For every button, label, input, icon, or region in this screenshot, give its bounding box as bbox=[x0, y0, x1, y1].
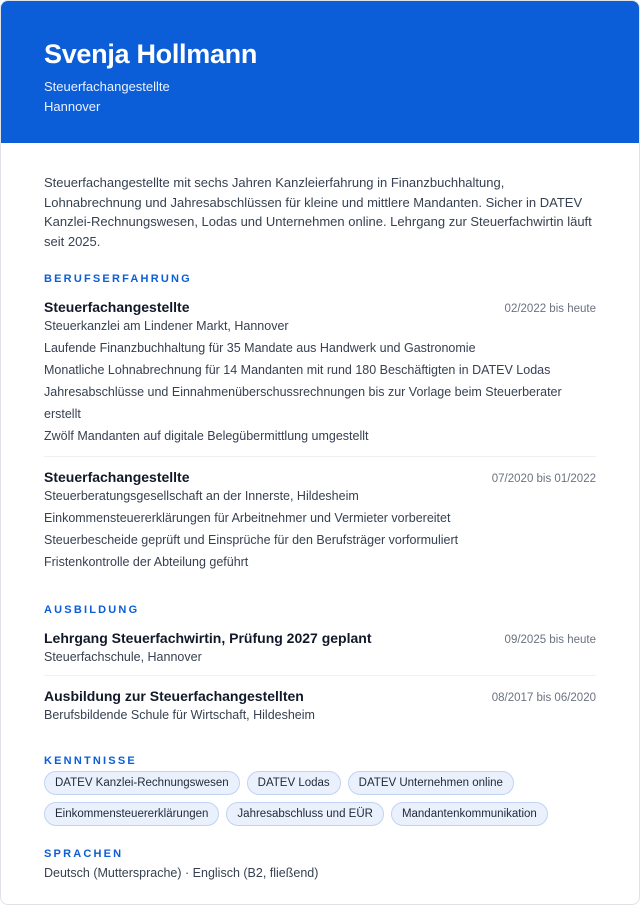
profile-summary: Steuerfachangestellte mit sechs Jahren Kanzleierfahrung in Finanzbuchhaltung, Lohnabrechnung und Jahresabschlüssen für kleine und mittlere Mandanten. Sicher in DATEV Kanzlei-Rechnungswesen, Lodas und Unternehmen online. Lehrgang zur Steuerfachwirtin läuft seit 2025. bbox=[44, 175, 592, 249]
education-date: 09/2025 bis heute bbox=[504, 634, 596, 646]
education-date: 08/2017 bis 06/2020 bbox=[491, 692, 596, 704]
experience-list bbox=[44, 287, 596, 582]
education-entry bbox=[44, 676, 596, 733]
experience-section-title: BERUFSERFAHRUNG bbox=[44, 273, 192, 285]
job-duties bbox=[44, 337, 596, 447]
languages-text: Deutsch (Muttersprache) · Englisch (B2, fließend) bbox=[44, 866, 319, 880]
education-entry bbox=[44, 618, 596, 676]
person-city: Hannover bbox=[44, 99, 101, 114]
skill-chip: Einkommensteuererklärungen bbox=[44, 802, 219, 826]
job-duty: Jahresabschlüsse und Einnahmenüberschussrechnungen bis zur Vorlage beim Steuerberater erstellt bbox=[44, 385, 562, 421]
skill-chip: DATEV Kanzlei-Rechnungswesen bbox=[44, 771, 240, 795]
skill-chip: Mandantenkommunikation bbox=[391, 802, 548, 826]
job-duty: Monatliche Lohnabrechnung für 14 Mandanten mit rund 180 Beschäftigten in DATEV Lodas bbox=[44, 363, 551, 377]
job-date: 02/2022 bis heute bbox=[504, 303, 596, 315]
job-title: Steuerfachangestellte bbox=[44, 469, 190, 485]
job-employer: Steuerberatungsgesellschaft an der Innerste, Hildesheim bbox=[44, 489, 359, 503]
person-role: Steuerfachangestellte bbox=[44, 79, 170, 94]
job-duty: Einkommensteuererklärungen für Arbeitnehmer und Vermieter vorbereitet bbox=[44, 511, 451, 525]
education-title: Lehrgang Steuerfachwirtin, Prüfung 2027 geplant bbox=[44, 630, 372, 646]
education-institution: Berufsbildende Schule für Wirtschaft, Hildesheim bbox=[44, 708, 315, 722]
skills-section-title: KENNTNISSE bbox=[44, 755, 137, 767]
person-name: Svenja Hollmann bbox=[44, 39, 258, 69]
job-date: 07/2020 bis 01/2022 bbox=[491, 473, 596, 485]
job-duties bbox=[44, 507, 596, 573]
job-title: Steuerfachangestellte bbox=[44, 299, 190, 315]
skill-chip: DATEV Unternehmen online bbox=[348, 771, 514, 795]
skill-chip: Jahresabschluss und EÜR bbox=[226, 802, 384, 826]
education-title: Ausbildung zur Steuerfachangestellten bbox=[44, 688, 304, 704]
resume-header bbox=[1, 1, 639, 143]
job-duty: Zwölf Mandanten auf digitale Belegübermittlung umgestellt bbox=[44, 429, 369, 443]
job-duty: Laufende Finanzbuchhaltung für 35 Mandate aus Handwerk und Gastronomie bbox=[44, 341, 476, 355]
skills-list bbox=[44, 771, 599, 826]
education-institution: Steuerfachschule, Hannover bbox=[44, 650, 202, 664]
resume-content bbox=[1, 143, 639, 882]
job-employer: Steuerkanzlei am Lindener Markt, Hannover bbox=[44, 319, 289, 333]
languages-section-title: SPRACHEN bbox=[44, 848, 124, 860]
experience-entry bbox=[44, 287, 596, 457]
education-list bbox=[44, 618, 596, 733]
job-duty: Steuerbescheide geprüft und Einsprüche für den Berufsträger vorformuliert bbox=[44, 533, 459, 547]
job-duty: Fristenkontrolle der Abteilung geführt bbox=[44, 555, 249, 569]
skill-chip: DATEV Lodas bbox=[247, 771, 341, 795]
experience-entry bbox=[44, 457, 596, 582]
education-section-title: AUSBILDUNG bbox=[44, 604, 140, 616]
